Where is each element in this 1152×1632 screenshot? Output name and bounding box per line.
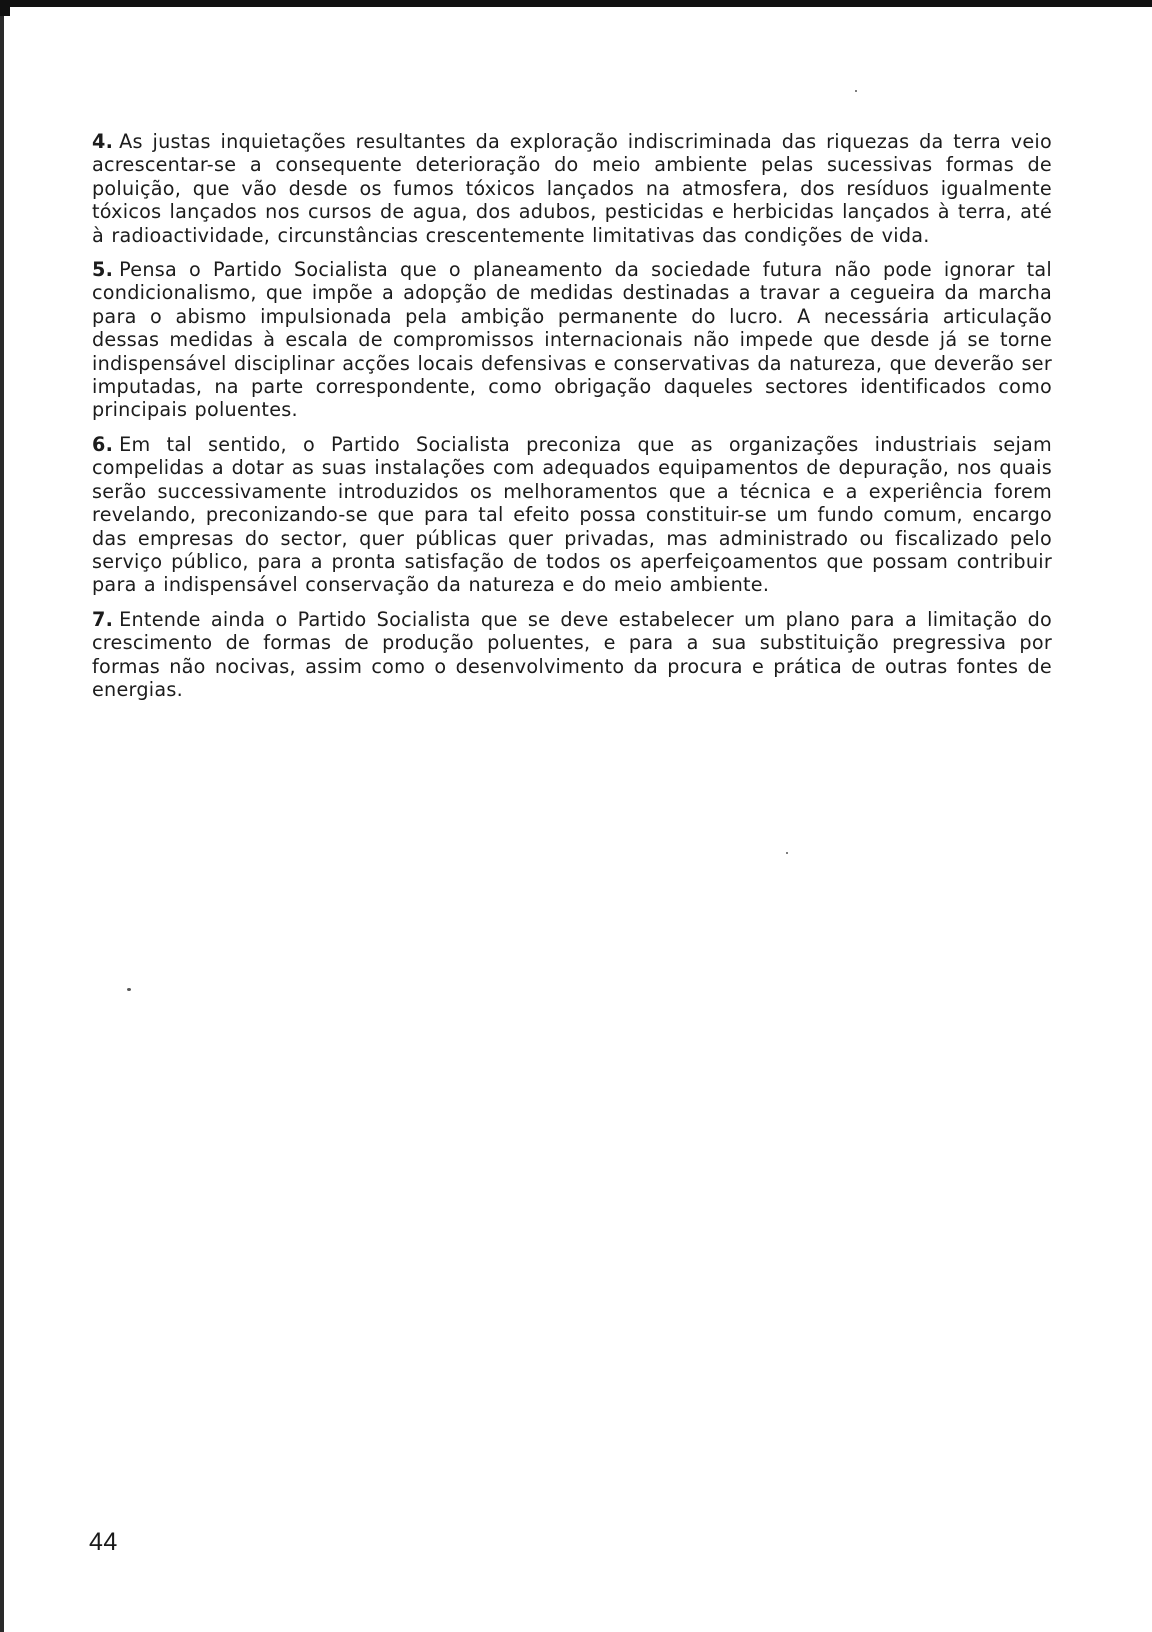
paragraph-7 xyxy=(92,608,1052,702)
document-body xyxy=(92,130,1052,712)
page-number: 44 xyxy=(89,1528,118,1556)
scan-speck xyxy=(786,852,788,854)
paragraph-text: As justas inquietações resultantes da exploração indiscriminada das riquezas da terra veio acrescentar-se a consequente deterioração do meio ambiente pelas sucessivas formas de poluição, que vão desde os fumos tóxicos lançados na atmosfera, dos resíduos igualmente tóxicos lançados nos cursos de agua, dos adubos, pesticidas e herbicidas lançados à terra, até à radioactividade, circunstâncias crescentemente limitativas das condições de vida. xyxy=(92,130,1052,247)
paragraph-number: 5. xyxy=(92,258,114,282)
scan-border-left xyxy=(0,0,4,1632)
paragraph-5 xyxy=(92,258,1052,422)
paragraph-6 xyxy=(92,433,1052,597)
scan-speck xyxy=(127,988,131,991)
paragraph-number: 4. xyxy=(92,130,114,153)
paragraph-text: Em tal sentido, o Partido Socialista preconiza que as organizações industriais sejam compelidas a dotar as suas instalações com adequados equipamentos de depuração, nos quais serão successivamente introduzidos os melhoramentos que a técnica e a experiência forem revelando, preconizando-se que para tal efeito possa constituir-se um fundo comum, encargo das empresas do sector, quer públicas quer privadas, mas administrado ou fiscalizado pelo serviço público, para a pronta satisfação de todos os aperfeiçoamentos que possam contribuir para a indispensável conservação da natureza e do meio ambiente. xyxy=(92,432,1052,597)
scan-border-top xyxy=(0,0,1152,7)
scan-corner-mark xyxy=(0,0,10,16)
paragraph-4 xyxy=(92,130,1052,247)
paragraph-text: Entende ainda o Partido Socialista que se deve estabelecer um plano para a limitação do crescimento de formas de produção poluentes, e para a sua substituição pregressiva por formas não nocivas, assim como o desenvolvimento da procura e prática de outras fontes de energias. xyxy=(92,607,1052,701)
paragraph-number: 7. xyxy=(92,607,114,631)
paragraph-number: 6. xyxy=(92,432,114,456)
scan-speck xyxy=(855,90,857,92)
paragraph-text: Pensa o Partido Socialista que o planeamento da sociedade futura não pode ignorar tal condicionalismo, que impõe a adopção de medidas destinadas a travar a cegueira da marcha para o abismo impulsionada pela ambição permanente do lucro. A necessária articulação dessas medidas à escala de compromissos internacionais não impede que desde já se torne indispensável disciplinar acções locais defensivas e conservativas da natureza, que deverão ser imputadas, na parte correspondente, como obrigação daqueles sectores identificados como principais poluentes. xyxy=(92,258,1052,422)
